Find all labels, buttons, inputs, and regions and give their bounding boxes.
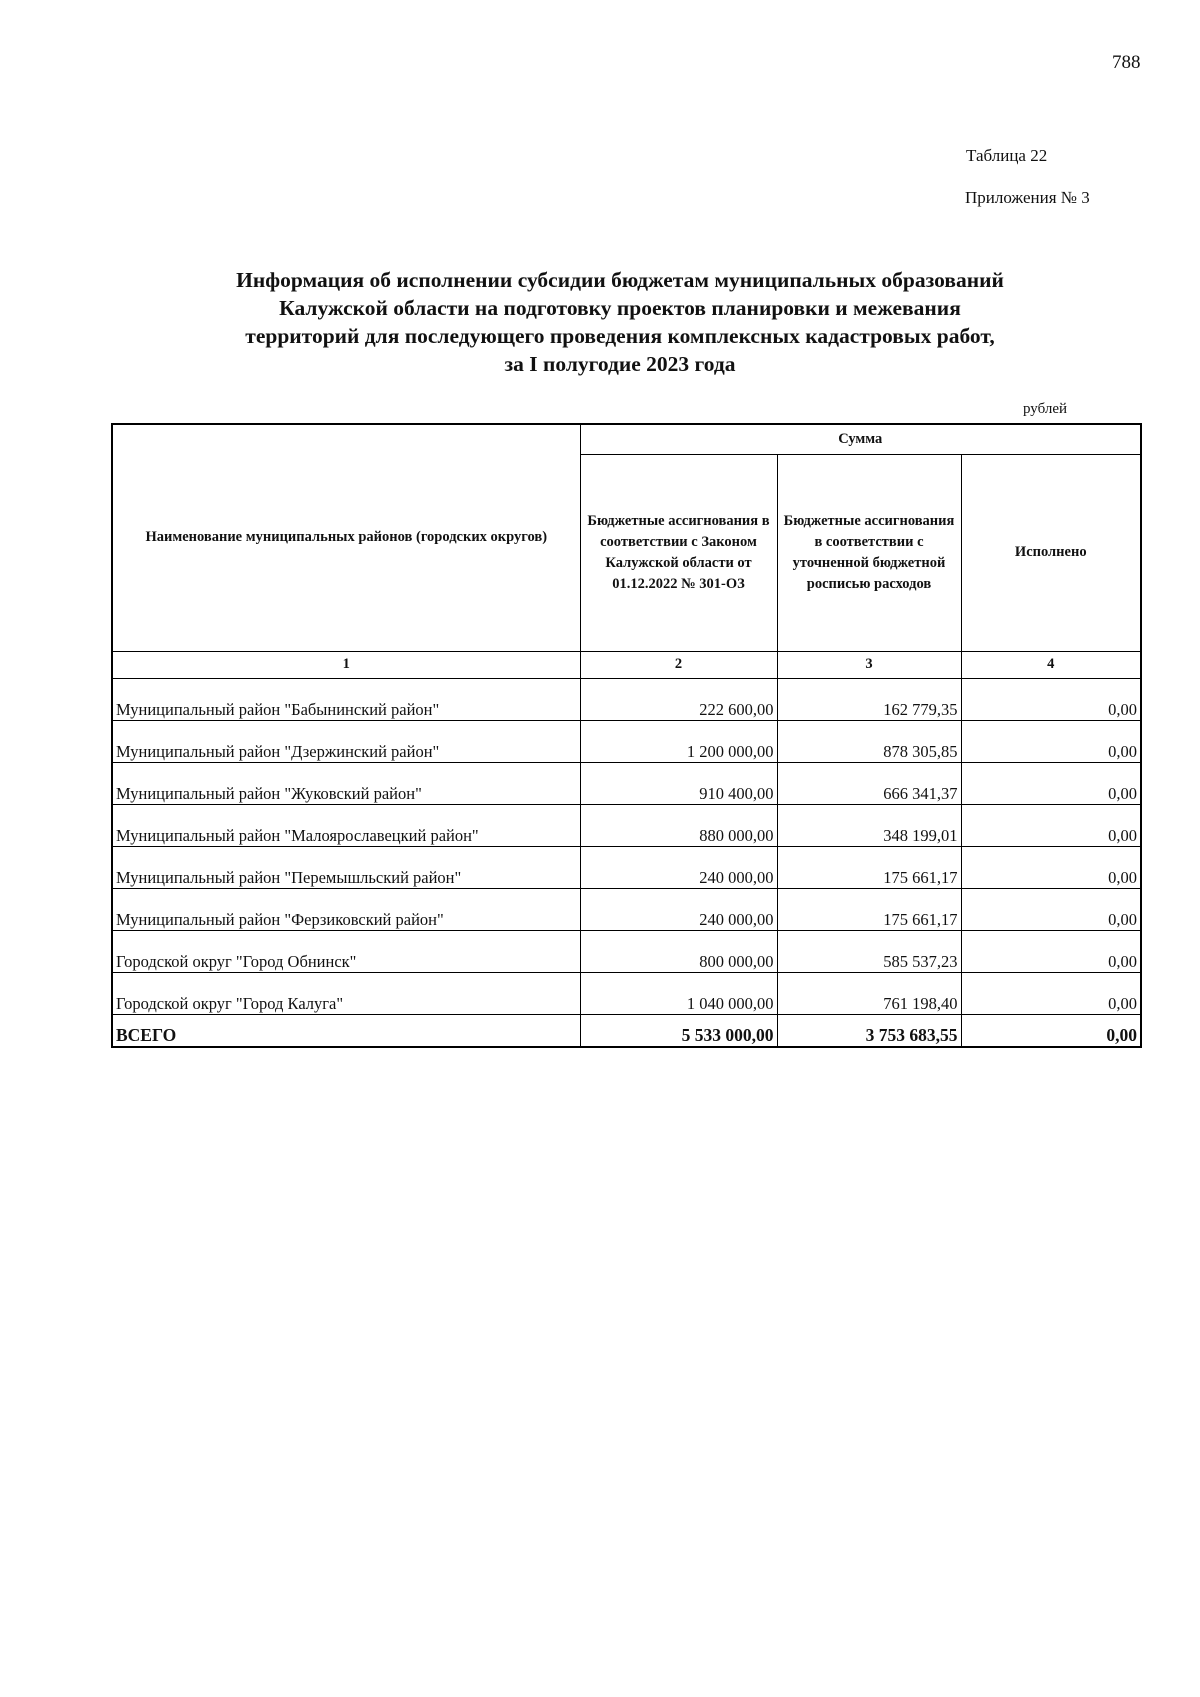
title-line: территорий для последующего проведения комплексных кадастровых работ,: [245, 324, 995, 348]
refined-allocation-value: 162 779,35: [777, 678, 961, 720]
column-number: 4: [961, 651, 1141, 678]
title-line: за I полугодие 2023 года: [504, 352, 736, 376]
law-allocation-value: 1 040 000,00: [580, 972, 777, 1014]
subsidy-table: [111, 423, 1142, 1048]
refined-allocation-value: 761 198,40: [777, 972, 961, 1014]
table-row: [112, 972, 1141, 1014]
municipality-name: Муниципальный район "Бабынинский район": [112, 678, 580, 720]
table-row: [112, 762, 1141, 804]
table-row: [112, 804, 1141, 846]
column-number: 3: [777, 651, 961, 678]
title-line: Калужской области на подготовку проектов планировки и межевания: [279, 296, 961, 320]
law-allocation-value: 1 200 000,00: [580, 720, 777, 762]
executed-value: 0,00: [961, 678, 1141, 720]
executed-value: 0,00: [961, 804, 1141, 846]
law-allocation-value: 880 000,00: [580, 804, 777, 846]
total-label: ВСЕГО: [112, 1014, 580, 1047]
law-allocation-value: 240 000,00: [580, 846, 777, 888]
column-number: 1: [112, 651, 580, 678]
refined-allocation-value: 585 537,23: [777, 930, 961, 972]
executed-value: 0,00: [961, 930, 1141, 972]
executed-value: 0,00: [961, 972, 1141, 1014]
units-label: рублей: [1023, 401, 1068, 417]
law-allocation-value: 910 400,00: [580, 762, 777, 804]
table-row: [112, 930, 1141, 972]
law-allocation-value: 222 600,00: [580, 678, 777, 720]
header-sum-group: Сумма: [580, 424, 1141, 454]
refined-allocation-value: 878 305,85: [777, 720, 961, 762]
total-row: [112, 1014, 1141, 1047]
column-number: 2: [580, 651, 777, 678]
executed-value: 0,00: [961, 888, 1141, 930]
executed-value: 0,00: [961, 720, 1141, 762]
total-law-allocation: 5 533 000,00: [580, 1014, 777, 1047]
refined-allocation-value: 666 341,37: [777, 762, 961, 804]
refined-allocation-value: 175 661,17: [777, 846, 961, 888]
table-header-row: [112, 424, 1141, 454]
table-reference: Таблица 22: [966, 146, 1048, 165]
header-executed: Исполнено: [961, 454, 1141, 651]
table-row: [112, 678, 1141, 720]
executed-value: 0,00: [961, 846, 1141, 888]
header-refined-allocation: Бюджетные ассигнования в соответствии с уточненной бюджетной росписью расходов: [777, 454, 961, 651]
municipality-name: Муниципальный район "Жуковский район": [112, 762, 580, 804]
total-refined-allocation: 3 753 683,55: [777, 1014, 961, 1047]
municipality-name: Муниципальный район "Ферзиковский район": [112, 888, 580, 930]
table-row: [112, 846, 1141, 888]
total-executed: 0,00: [961, 1014, 1141, 1047]
document-title: [120, 266, 1120, 378]
refined-allocation-value: 175 661,17: [777, 888, 961, 930]
table-row: [112, 720, 1141, 762]
appendix-reference: Приложения № 3: [965, 188, 1090, 207]
header-law-allocation: Бюджетные ассигнования в соответствии с Законом Калужской области от 01.12.2022 № 301-ОЗ: [580, 454, 777, 651]
municipality-name: Муниципальный район "Перемышльский район": [112, 846, 580, 888]
title-line: Информация об исполнении субсидии бюджетам муниципальных образований: [236, 268, 1004, 292]
municipality-name: Городской округ "Город Калуга": [112, 972, 580, 1014]
page-number: 788: [1112, 52, 1141, 73]
header-municipality-name: Наименование муниципальных районов (городских округов): [112, 424, 580, 651]
municipality-name: Муниципальный район "Дзержинский район": [112, 720, 580, 762]
column-numbers-row: [112, 651, 1141, 678]
law-allocation-value: 240 000,00: [580, 888, 777, 930]
executed-value: 0,00: [961, 762, 1141, 804]
municipality-name: Муниципальный район "Малоярославецкий район": [112, 804, 580, 846]
law-allocation-value: 800 000,00: [580, 930, 777, 972]
table-row: [112, 888, 1141, 930]
refined-allocation-value: 348 199,01: [777, 804, 961, 846]
municipality-name: Городской округ "Город Обнинск": [112, 930, 580, 972]
